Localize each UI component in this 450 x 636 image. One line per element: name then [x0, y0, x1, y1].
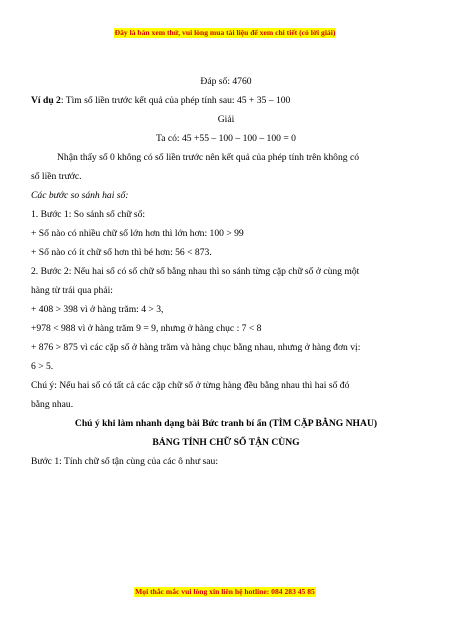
- hotline-text: Mọi thắc mắc vui lòng xin liên hệ hotline: 084 283 45 85: [135, 587, 315, 596]
- step-1-heading: 1. Bước 1: So sánh số chữ số:: [31, 209, 146, 220]
- document-body: [31, 72, 421, 471]
- note-line: Chú ý: Nếu hai số có tất cả các cặp chữ số ở từng hàng đều bằng nhau thì hai số đó: [31, 380, 350, 391]
- answer-line: Đáp số: 4760: [200, 76, 252, 87]
- compare-steps-title: Các bước so sánh hai số:: [31, 190, 129, 201]
- step-2-heading: 2. Bước 2: Nếu hai số có số chữ số bằng nhau thì so sánh từng cặp chữ số ở cùng một: [31, 266, 360, 277]
- note-continuation: bằng nhau.: [31, 399, 74, 410]
- step-2-continuation: hàng từ trái qua phải:: [31, 285, 113, 296]
- preview-notice-text: Đây là bản xem thử, vui lòng mua tài liệu để xem chi tiết (có lời giải): [114, 28, 336, 37]
- compare-example-2: +978 < 988 vì ở hàng trăm 9 = 9, nhưng ở hàng chục : 7 < 8: [31, 323, 262, 334]
- calculation-line: Ta có: 45 +55 – 100 – 100 – 100 = 0: [156, 133, 296, 144]
- solution-label: Giải: [217, 114, 235, 125]
- example-question-text: : Tìm số liền trước kết quả của phép tính sau: 45 + 35 – 100: [60, 95, 291, 106]
- last-step-line: Bước 1: Tính chữ số tận cùng của các ô như sau:: [31, 456, 219, 467]
- compare-example-1: + 408 > 398 vì ở hàng trăm: 4 > 3,: [31, 304, 164, 315]
- compare-example-3-continuation: 6 > 5.: [31, 361, 54, 372]
- table-heading: BẢNG TÍNH CHỮ SỐ TẬN CÙNG: [152, 437, 300, 448]
- tip-heading: Chú ý khi làm nhanh dạng bài Bức tranh bí ẩn (TÌM CẶP BẰNG NHAU): [74, 418, 378, 429]
- rule-fewer-digits: + Số nào có ít chữ số hơn thì bé hơn: 56 < 873.: [31, 247, 212, 258]
- compare-example-3: + 876 > 875 vì các cặp số ở hàng trăm và hàng chục bằng nhau, nhưng ở hàng đơn vị:: [31, 342, 361, 353]
- preview-notice-banner: [0, 28, 450, 38]
- hotline-banner: [0, 587, 450, 597]
- rule-more-digits: + Số nào có nhiều chữ số lớn hơn thì lớn hơn: 100 > 99: [31, 228, 244, 239]
- observation-line-2: số liền trước.: [31, 171, 82, 182]
- observation-line-1: Nhận thấy số 0 không có số liền trước nên kết quả của phép tính trên không có: [57, 152, 360, 163]
- example-question: [31, 91, 421, 110]
- example-label: Ví dụ 2: [31, 95, 61, 106]
